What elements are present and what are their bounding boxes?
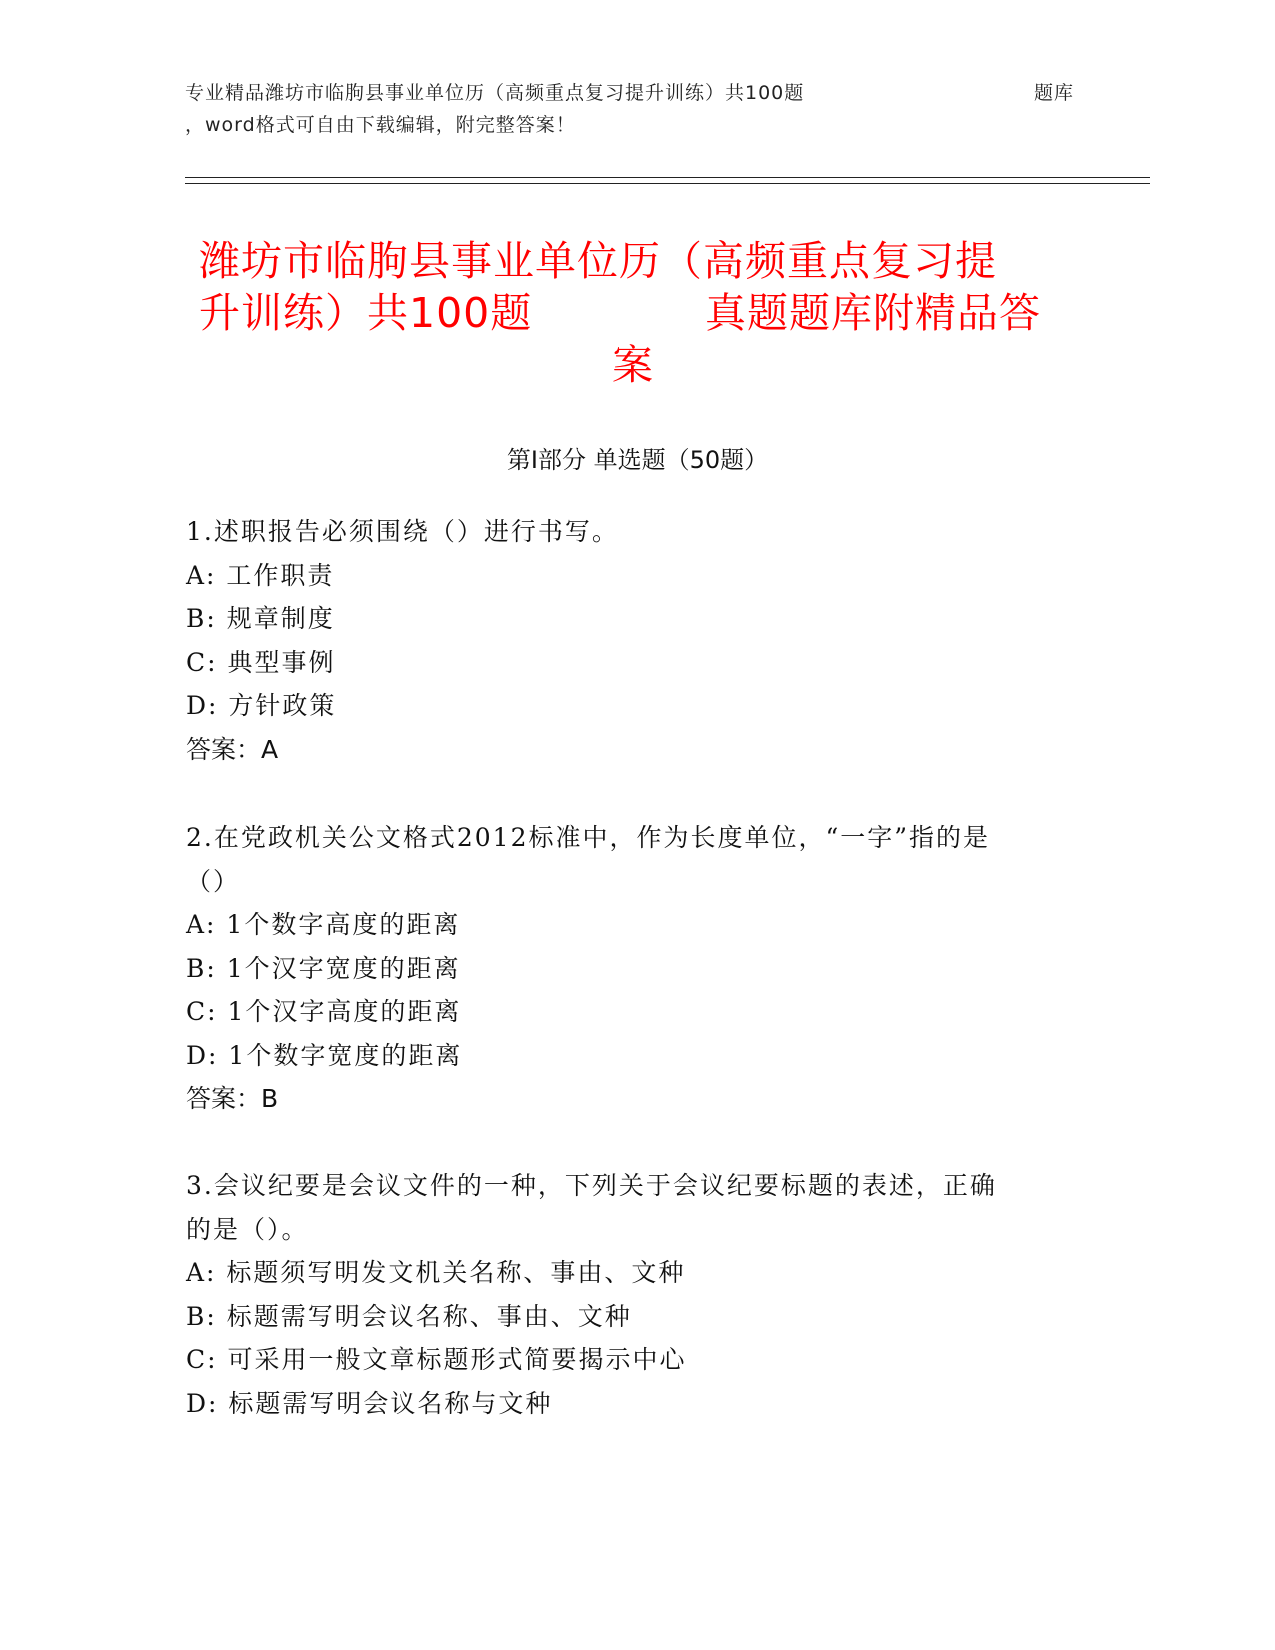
- title-line-2-right: 真题题库附精品答: [705, 289, 1041, 337]
- question-2-answer: 答案：B: [186, 1084, 279, 1113]
- question-2-stem-cont: （）: [186, 867, 241, 896]
- question-2-option-d: D: 1个数字宽度的距离: [186, 1041, 463, 1070]
- header-rule-bottom: [185, 183, 1150, 184]
- header-line-1: 专业精品潍坊市临朐县事业单位历（高频重点复习提升训练）共100题: [185, 82, 805, 104]
- header-rule-top: [185, 177, 1150, 178]
- question-3-option-a: A: 标题须写明发文机关名称、事由、文种: [186, 1258, 686, 1287]
- question-1-stem: 1.述职报告必须围绕（）进行书写。: [186, 517, 619, 546]
- question-1-option-d: D: 方针政策: [186, 691, 337, 720]
- title-line-3: 案: [612, 341, 654, 389]
- question-3-stem: 3.会议纪要是会议文件的一种，下列关于会议纪要标题的表述，正确: [186, 1171, 997, 1200]
- question-1-option-b: B: 规章制度: [186, 604, 335, 633]
- question-2-option-c: C: 1个汉字高度的距离: [186, 997, 462, 1026]
- question-3-option-c: C: 可采用一般文章标题形式简要揭示中心: [186, 1345, 687, 1374]
- question-3-stem-cont: 的是（）。: [186, 1215, 309, 1244]
- header-line-2: ，word格式可自由下载编辑，附完整答案！: [185, 114, 576, 136]
- question-3-option-d: D: 标题需写明会议名称与文种: [186, 1389, 553, 1418]
- header-line-1-right: 题库: [1034, 82, 1075, 104]
- title-line-1: 潍坊市临朐县事业单位历（高频重点复习提: [199, 237, 997, 285]
- question-2-option-a: A: 1个数字高度的距离: [186, 910, 461, 939]
- question-3-option-b: B: 标题需写明会议名称、事由、文种: [186, 1302, 632, 1331]
- title-line-2-left: 升训练）共100题: [199, 289, 533, 337]
- question-2-option-b: B: 1个汉字宽度的距离: [186, 954, 461, 983]
- question-1-option-a: A: 工作职责: [186, 561, 335, 590]
- question-1-answer: 答案：A: [186, 735, 279, 764]
- question-1-option-c: C: 典型事例: [186, 648, 336, 677]
- section-heading: 第I部分 单选题（50题）: [506, 446, 769, 474]
- question-2-stem: 2.在党政机关公文格式2012标准中，作为长度单位，“一字”指的是: [186, 823, 991, 852]
